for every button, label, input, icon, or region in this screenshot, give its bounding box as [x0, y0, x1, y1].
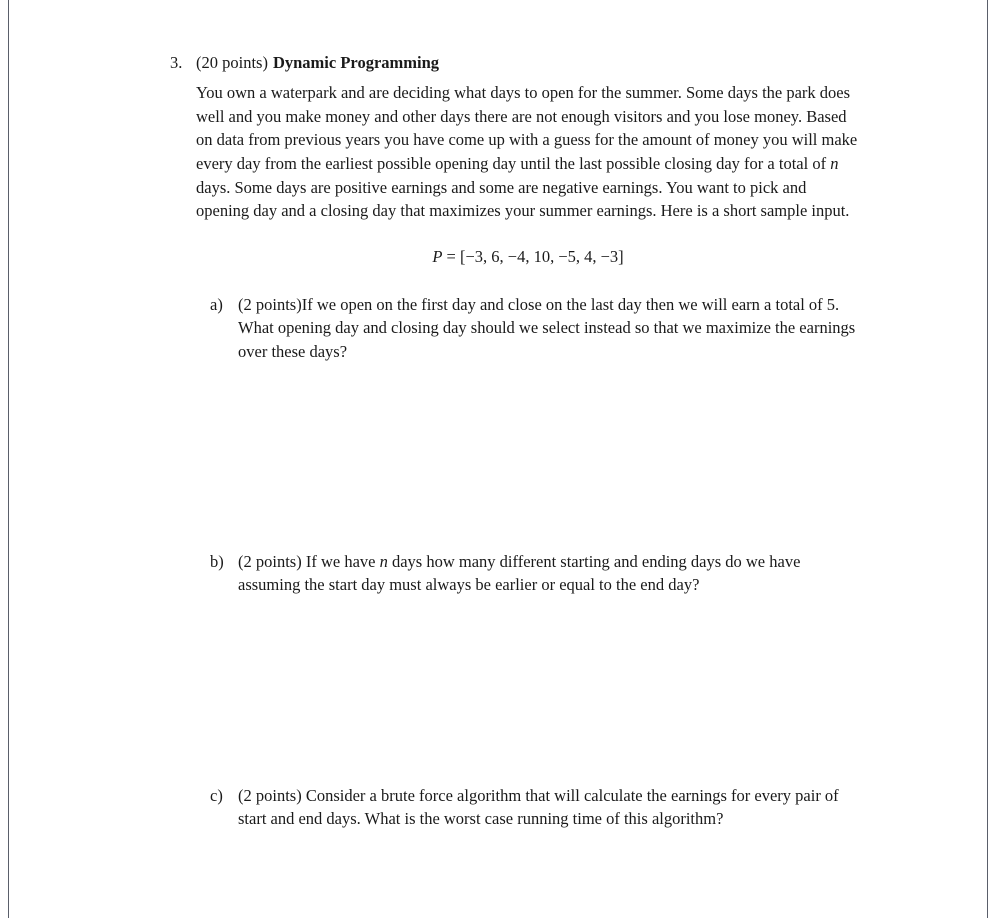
part-b-body-before: If we have	[301, 551, 380, 571]
part-b-points: (2 points)	[238, 551, 302, 571]
body-line-1: You own a waterpark and are deciding what days to open for the summer. Some days	[196, 83, 758, 103]
question-title: Dynamic Programming	[272, 53, 440, 72]
page-content	[170, 52, 860, 831]
body-line-7: and some are negative earnings. You want to pick and opening day and a closing day	[196, 177, 807, 221]
part-c-label: c)	[210, 785, 223, 805]
part-a-body: If we open on the first day and close on the last day then we will earn a total of 5. What opening day and closing day should we select instead so that we maximize the earnings over these days?	[238, 294, 856, 362]
question-heading	[170, 52, 860, 74]
question-number: 3.	[170, 53, 183, 72]
part-a-label: a)	[210, 294, 223, 314]
part-b-body-after: days how many different starting and ending days do we have assuming the start day must always be earlier or equal to the end day?	[238, 551, 801, 595]
part-b-text	[238, 550, 860, 597]
part-c-points: (2 points)	[238, 785, 302, 805]
question-part-a	[210, 293, 860, 364]
question-points: (20 points)	[196, 53, 268, 72]
question-3-block	[170, 52, 860, 831]
formula-variable: P	[432, 246, 443, 266]
part-a-points: (2 points)	[238, 294, 302, 314]
body-line-5: until the last possible closing day for a total of	[520, 154, 831, 174]
body-variable-n: n	[830, 154, 839, 174]
page-left-rule	[8, 0, 9, 918]
question-part-c	[210, 784, 860, 831]
body-line-8: that maximizes your summer earnings. Here is a short sample input.	[400, 201, 850, 221]
question-part-b	[210, 550, 860, 597]
sample-input-formula	[196, 247, 860, 267]
part-b-label: b)	[210, 551, 224, 571]
part-c-body: Consider a brute force algorithm that will calculate the earnings for every pair of start and end days. What is the worst case running time of this algorithm?	[238, 785, 839, 829]
body-line-4: for the amount of money you will make every day from the earliest possible opening day	[196, 130, 858, 174]
body-line-2: the park does well and you make money and other days there are not enough visitors	[196, 83, 851, 126]
part-b-variable-n: n	[379, 551, 388, 571]
part-a-text	[238, 293, 860, 364]
formula-expression: [−3, 6, −4, 10, −5, 4, −3]	[459, 246, 624, 266]
formula-equals: =	[446, 246, 456, 266]
body-line-3: and you lose money. Based on data from previous years you have come up with a guess	[196, 106, 847, 150]
body-line-6: days. Some days are positive earnings	[196, 177, 448, 197]
page-right-rule	[987, 0, 988, 918]
question-body	[196, 81, 860, 223]
part-c-text	[238, 784, 860, 831]
